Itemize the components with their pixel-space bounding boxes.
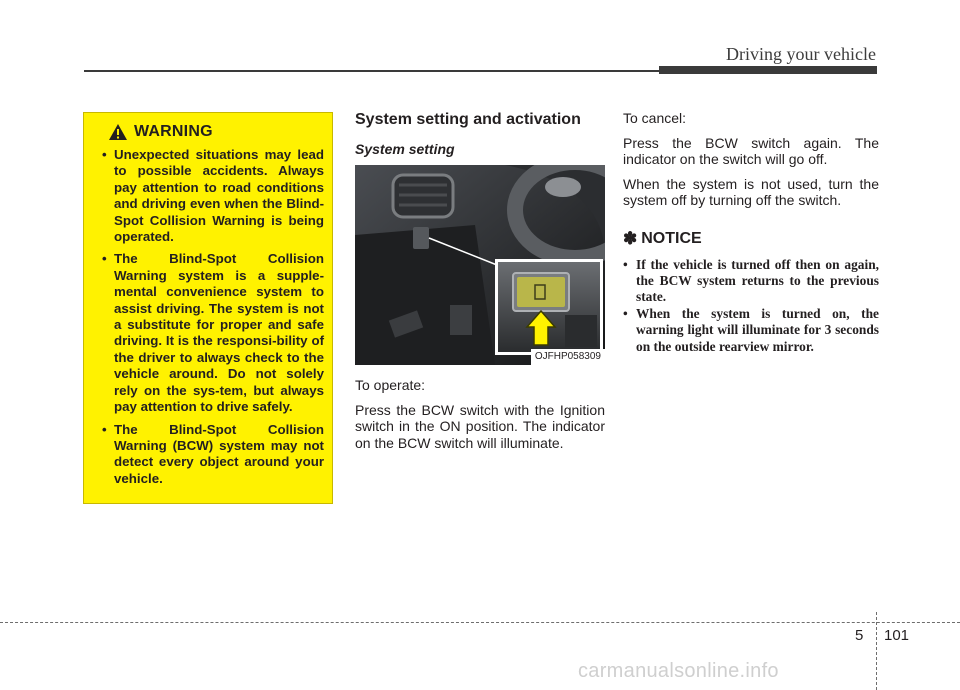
main-column (355, 110, 605, 451)
steering-wheel-logo (545, 177, 581, 197)
operate-text: Press the BCW switch with the Ignition switch in the ON position. The indicator on the BCW switch will illuminate. (355, 401, 605, 451)
page-number: 101 (884, 627, 910, 644)
footer-rule (0, 622, 960, 623)
figure-code: OJFHP058309 (531, 349, 605, 365)
notice-header (623, 229, 879, 249)
notice-item: • When the system is turned on, the warning light will illuminate for 3 seconds on the outside rearview mirror. (623, 306, 879, 355)
dashboard-illustration (355, 165, 605, 365)
bcw-switch-indicator (517, 277, 565, 307)
notice-title: NOTICE (641, 229, 702, 247)
warning-list (98, 147, 324, 487)
section-title: Driving your vehicle (726, 44, 876, 64)
off-text: When the system is not used, turn the system off by turning off the switch. (623, 175, 879, 208)
right-column (623, 110, 879, 355)
warning-header (108, 123, 324, 141)
operate-label: To operate: (355, 377, 426, 393)
cancel-label: To cancel: (623, 110, 687, 126)
footer-divider (876, 612, 877, 690)
header-rule (84, 70, 659, 72)
warning-triangle-icon (108, 123, 128, 141)
watermark: carmanualsonline.info (578, 660, 779, 682)
warning-item: • Unexpected situations may lead to possible accidents. Always pay attention to road conditions and driving even when the Blind-Spot Collision Warning is being operated. (98, 147, 324, 245)
notice-list (623, 257, 879, 355)
warning-item: • The Blind-Spot Collision Warning (BCW) system may not detect every object around your vehicle. (98, 422, 324, 488)
warning-item: • The Blind-Spot Collision Warning system is a supple-mental convenience system to assist driving. The system is not a substitute for proper and safe driving. It is the responsi-bility of the driver to always check to the vehicle around. Do not solely rely on the sys-tem, but always pay attention to drive safely. (98, 251, 324, 415)
header-rule-accent (659, 66, 877, 74)
cancel-text: Press the BCW switch again. The indicator on the switch will go off. (623, 134, 879, 167)
warning-title: WARNING (134, 123, 213, 140)
bcw-switch-photo (355, 165, 605, 365)
notice-item: • If the vehicle is turned off then on again, the BCW system returns to the previous state. (623, 257, 879, 306)
chapter-number: 5 (855, 627, 864, 644)
section-heading: System setting and activation (355, 111, 581, 128)
warning-box (83, 112, 333, 504)
subsection-heading: System setting (355, 141, 455, 157)
notice-star-icon: ✽ (623, 228, 638, 248)
